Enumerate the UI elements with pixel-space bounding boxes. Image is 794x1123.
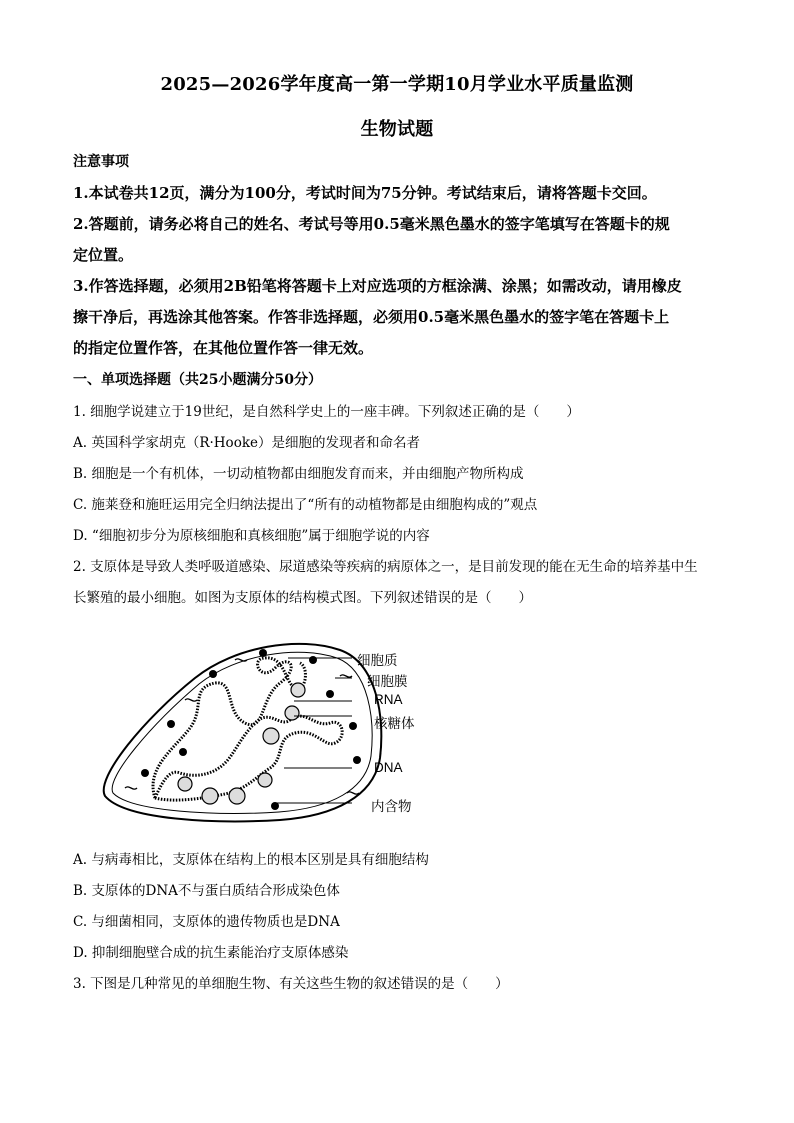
question-1-option-c: C. 施莱登和施旺运用完全归纳法提出了“所有的动植物都是由细胞构成的”观点 bbox=[73, 497, 538, 513]
question-2-option-c: C. 与细菌相同，支原体的遗传物质也是DNA bbox=[73, 914, 340, 930]
question-2-option-d: D. 抑制细胞壁合成的抗生素能治疗支原体感染 bbox=[73, 945, 349, 961]
ribosome-6 bbox=[202, 788, 218, 804]
question-2-option-a: A. 与病毒相比，支原体在结构上的根本区别是具有细胞结构 bbox=[73, 852, 429, 868]
question-2-option-b: B. 支原体的DNA不与蛋白质结合形成染色体 bbox=[73, 883, 340, 899]
question-1-option-a: A. 英国科学家胡克（R·Hooke）是细胞的发现者和命名者 bbox=[73, 435, 420, 451]
ribosome-7 bbox=[178, 777, 192, 791]
notes-line-4: 3.作答选择题，必须用2B铅笔将答题卡上对应选项的方框涂满、涂黑；如需改动，请用橡皮 bbox=[73, 277, 682, 295]
notes-line-2: 2.答题前，请务必将自己的姓名、考试号等用0.5毫米黑色墨水的签字笔填写在答题卡的规 bbox=[73, 215, 670, 233]
exam-title: 2025—2026学年度高一第一学期10月学业水平质量监测 bbox=[160, 74, 634, 95]
label-cytoplasm: 细胞质 bbox=[357, 653, 398, 669]
label-membrane: 细胞膜 bbox=[367, 674, 408, 690]
notes-line-6: 的指定位置作答，在其他位置作答一律无效。 bbox=[73, 339, 374, 357]
label-ribosome: 核糖体 bbox=[374, 716, 415, 732]
question-1-option-d: D. “细胞初步分为原核细胞和真核细胞”属于细胞学说的内容 bbox=[73, 528, 430, 544]
question-3-stem: 3. 下图是几种常见的单细胞生物、有关这些生物的叙述错误的是（ ） bbox=[73, 976, 509, 992]
section-heading: 一、单项选择题（共25小题满分50分） bbox=[73, 372, 322, 388]
question-2-stem-line-1: 2. 支原体是导致人类呼吸道感染、尿道感染等疾病的病原体之一，是目前发现的能在无生命的培养基中生 bbox=[73, 559, 698, 575]
notes-line-5: 擦干净后，再选涂其他答案。作答非选择题，必须用0.5毫米黑色墨水的签字笔在答题卡上 bbox=[73, 308, 670, 326]
ribosome-5 bbox=[229, 788, 245, 804]
label-dna: DNA bbox=[374, 760, 403, 775]
notes-line-1: 1.本试卷共12页，满分为100分，考试时间为75分钟。考试结束后，请将答题卡交回。 bbox=[73, 184, 657, 202]
question-1-stem: 1. 细胞学说建立于19世纪，是自然科学史上的一座丰碑。下列叙述正确的是（ ） bbox=[73, 404, 580, 420]
question-2-stem-line-2: 长繁殖的最小细胞。如图为支原体的结构模式图。下列叙述错误的是（ ） bbox=[73, 590, 532, 606]
notes-heading: 注意事项 bbox=[73, 154, 129, 170]
label-inclusion: 内含物 bbox=[371, 799, 412, 815]
diagram-leader-lines bbox=[270, 650, 370, 820]
question-1-option-b: B. 细胞是一个有机体，一切动植物都由细胞发育而来，并由细胞产物所构成 bbox=[73, 466, 524, 482]
exam-subject: 生物试题 bbox=[360, 119, 434, 140]
notes-line-3: 定位置。 bbox=[73, 246, 134, 264]
label-rna: RNA bbox=[374, 692, 403, 707]
